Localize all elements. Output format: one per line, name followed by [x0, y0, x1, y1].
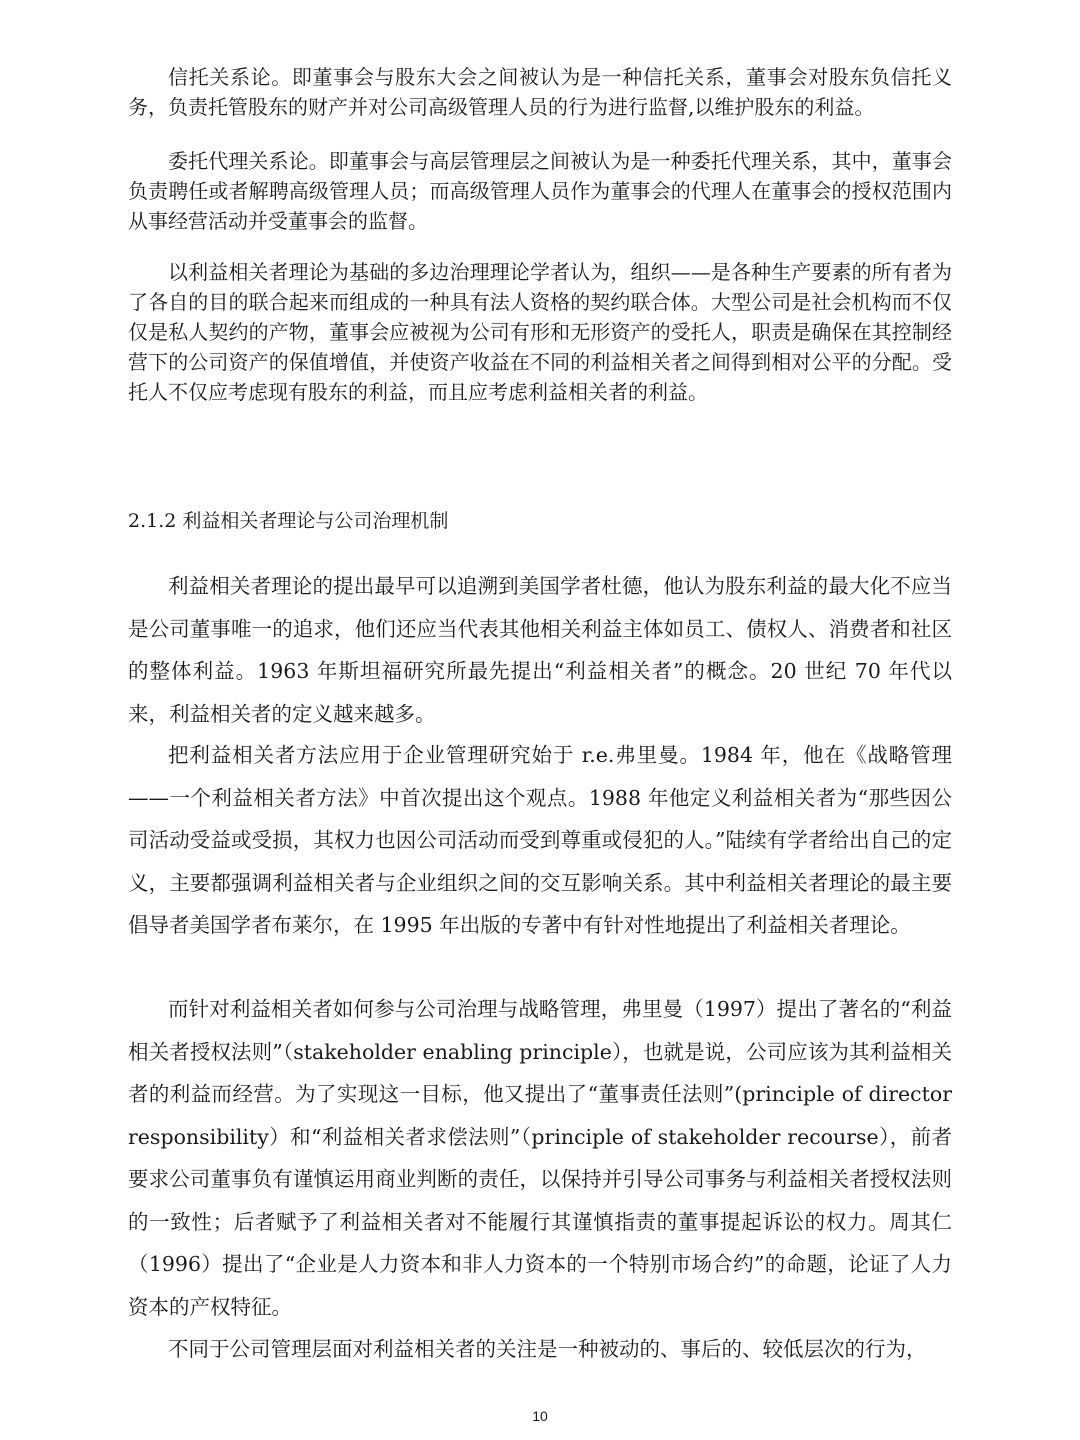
paragraph-stakeholder-origin: 利益相关者理论的提出最早可以追溯到美国学者杜德，他认为股东利益的最大化不应当是公司董事唯一的追求，他们还应当代表其他相关利益主体如员工、债权人、消费者和社区的整体利益。1963 年斯坦福研究所最先提出“利益相关者”的概念。20 世纪 70 年代以来，利益相关者的定义越来越多。 — [128, 574, 952, 726]
paragraph-freeman-method: 把利益相关者方法应用于企业管理研究始于 r.e.弗里曼。1984 年，他在《战略管理——一个利益相关者方法》中首次提出这个观点。1988 年他定义利益相关者为“那些因公司活动受益或受损，其权力也因公司活动而受到尊重或侵犯的人。”陆续有学者给出自己的定义，主要都强调利益相关者与企业组织之间的交互影响关系。其中利益相关者理论的最主要倡导者美国学者布莱尔，在 1995 年出版的专著中有针对性地提出了利益相关者理论。 — [128, 743, 952, 937]
paragraph-enabling-principle: 而针对利益相关者如何参与公司治理与战略管理，弗里曼（1997）提出了著名的“利益相关者授权法则”（stakeholder enabling principle），也就是说，公司应该为其利益相关者的利益而经营。为了实现这一目标，他又提出了“董事责任法则”(principle of director responsibility）和“利益相关者求偿法则”（principle of stakeholder recourse），前者要求公司董事负有谨慎运用商业判断的责任，以保持并引导公司事务与利益相关者授权法则的一致性；后者赋予了利益相关者对不能履行其谨慎指责的董事提起诉讼的权力。周其仁（1996）提出了“企业是人力资本和非人力资本的一个特别市场合约”的命题，论证了人力资本的产权特征。 — [128, 997, 952, 1319]
page-number: 10 — [532, 1408, 548, 1424]
paragraph-agency-theory: 委托代理关系论。即董事会与高层管理层之间被认为是一种委托代理关系，其中，董事会负责聘任或者解聘高级管理人员；而高级管理人员作为董事会的代理人在董事会的授权范围内从事经营活动并受董事会的监督。 — [128, 149, 952, 233]
paragraph-management-attention: 不同于公司管理层面对利益相关者的关注是一种被动的、事后的、较低层次的行为， — [168, 1337, 927, 1361]
section-heading: 2.1.2 利益相关者理论与公司治理机制 — [128, 510, 449, 532]
paragraph-fiduciary-theory: 信托关系论。即董事会与股东大会之间被认为是一种信托关系，董事会对股东负信托义务，负责托管股东的财产并对公司高级管理人员的行为进行监督,以维护股东的利益。 — [128, 65, 952, 119]
paragraph-multilateral-governance: 以利益相关者理论为基础的多边治理理论学者认为，组织——是各种生产要素的所有者为了各自的目的联合起来而组成的一种具有法人资格的契约联合体。大型公司是社会机构而不仅仅是私人契约的产物，董事会应被视为公司有形和无形资产的受托人，职责是确保在其控制经营下的公司资产的保值增值，并使资产收益在不同的利益相关者之间得到相对公平的分配。受托人不仅应考虑现有股东的利益，而且应考虑利益相关者的利益。 — [128, 260, 952, 404]
